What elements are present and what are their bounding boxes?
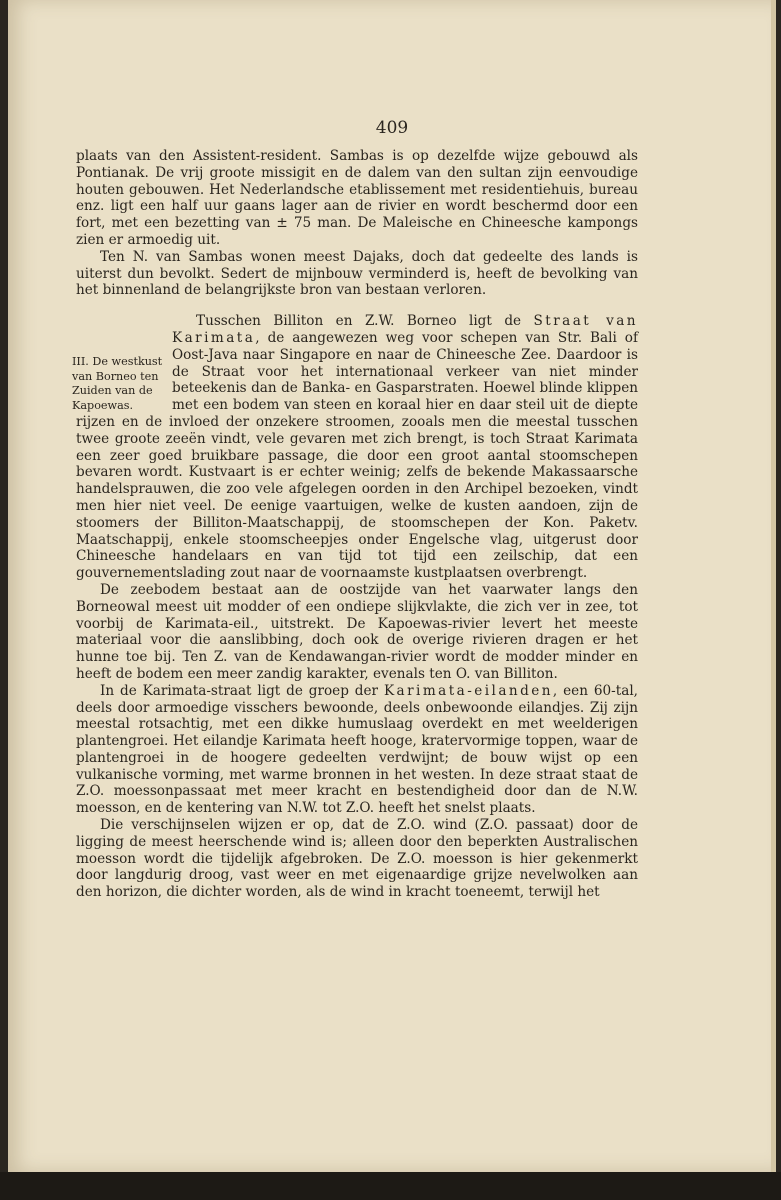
scan-background [0,1172,781,1200]
margin-note-spacer [68,313,172,399]
paragraph-3 [76,313,638,582]
paragraph-3-intro: Tusschen Billiton en Z.W. Borneo ligt de [196,313,534,330]
book-page [8,0,776,1172]
body-text [76,148,638,901]
paragraph-5-intro: In de Karimata-straat ligt de groep der [100,682,384,699]
page-number: 409 [375,118,409,138]
page-edge [771,0,776,1172]
margin-note-section-heading: III. De westkust van Borneo ten Zuiden van de Kapoewas. [72,355,163,412]
paragraph-5 [76,683,638,817]
paragraph-5-rest: , een 60-tal, deels door armoedige visschers bewoonde, deels onbewoonde eilandjes. Zij zijn meestal rotsachtig, met een dikke humuslaag overdekt en met weelderigen plantengroei. Het eilandje Karimata heeft hooge, kratervormige toppen, waar de plantengroei in de hoogere gedeelten verdwijnt; de bouw wijst op een vulkanische vorming, met warme bronnen in het westen. In deze straat staat de Z.O. moessonpassaat met meer kracht en bestendigheid door dan de N.W. moesson, en de kentering van N.W. tot Z.O. heeft het snelst plaats. [76,682,638,817]
paragraph-2: Ten N. van Sambas wonen meest Dajaks, doch dat gedeelte des lands is uiterst dun bevolkt. Sedert de mijnbouw verminderd is, heeft de bevolking van het binnenland de belangrijkste bron van bestaan verloren. [76,248,638,299]
paragraph-6: Die verschijnselen wijzen er op, dat de Z.O. wind (Z.O. passaat) door de ligging de meest heerschende wind is; alleen door den beperkten Australischen moesson wordt die tijdelijk afgebroken. De Z.O. moesson is hier gekenmerkt door langdurig droog, vast weer en met eigenaardige grijze nevelwolken aan den horizon, die dichter worden, als de wind in kracht toeneemt, terwijl het [76,817,638,901]
term-straat-van-karimata: Straat van Karimata [172,313,638,346]
paragraph-4: De zeebodem bestaat aan de oostzijde van het vaarwater langs den Borneowal meest uit modder of een ondiepe slijkvlakte, die zich ver in zee, tot voorbij de Karimata-eil., uitstrekt. De Kapoewas-rivier levert het meeste materiaal voor die aanslibbing, doch ook de overige rivieren dragen er het hunne toe bij. Ten Z. van de Kendawangan-rivier wordt de modder minder en heeft de bodem een meer zandig karakter, evenals ten O. van Billiton. [76,581,638,682]
term-karimata-eilanden: Karimata-eilanden [383,682,553,699]
paragraph-3-rest: , de aangewezen weg voor schepen van Str. Bali of Oost-Java naar Singapore en naar de Chineesche Zee. Daardoor is de Straat voor het internationaal verkeer van niet minder beteekenis dan de Banka- en Gasparstraten. Hoewel blinde klippen met een bodem van steen en koraal hier en daar steil uit de diepte rijzen en de invloed der onzekere stroomen, zooals men die meestal tusschen twee groote zeeën vindt, vele gevaren met zich brengt, is toch Straat Karimata een zeer goed bruikbare passage, die door een groot aantal stoomschepen bevaren wordt. Kustvaart is er echter weinig; zelfs de bekende Makassaarsche handelsprauwen, die zoo vele afgelegen oorden in den Archipel bezoeken, vindt men hier niet veel. De eenige vaartuigen, welke de kusten aandoen, zijn de stoomers der Billiton-Maatschappij, de stoomschepen der Kon. Paketv. Maatschappij, enkele stoomscheepjes onder Engelsche vlag, uitgerust door Chineesche handelaars en van tijd tot tijd een zeilschip, dat een gouvernementslading zout naar de voornaamste kustplaatsen overbrengt. [76,329,638,582]
paragraph-1: plaats van den Assistent-resident. Sambas is op dezelfde wijze gebouwd als Pontianak. De vrij groote missigit en de dalem van den sultan zijn eenvoudige houten gebouwen. Het Nederlandsche etablissement met residentiehuis, bureau enz. ligt een half uur gaans lager aan de rivier en wordt beschermd door een fort, met een bezetting van ± 75 man. De Maleische en Chineesche kampongs zien er armoedig uit. [76,148,638,248]
